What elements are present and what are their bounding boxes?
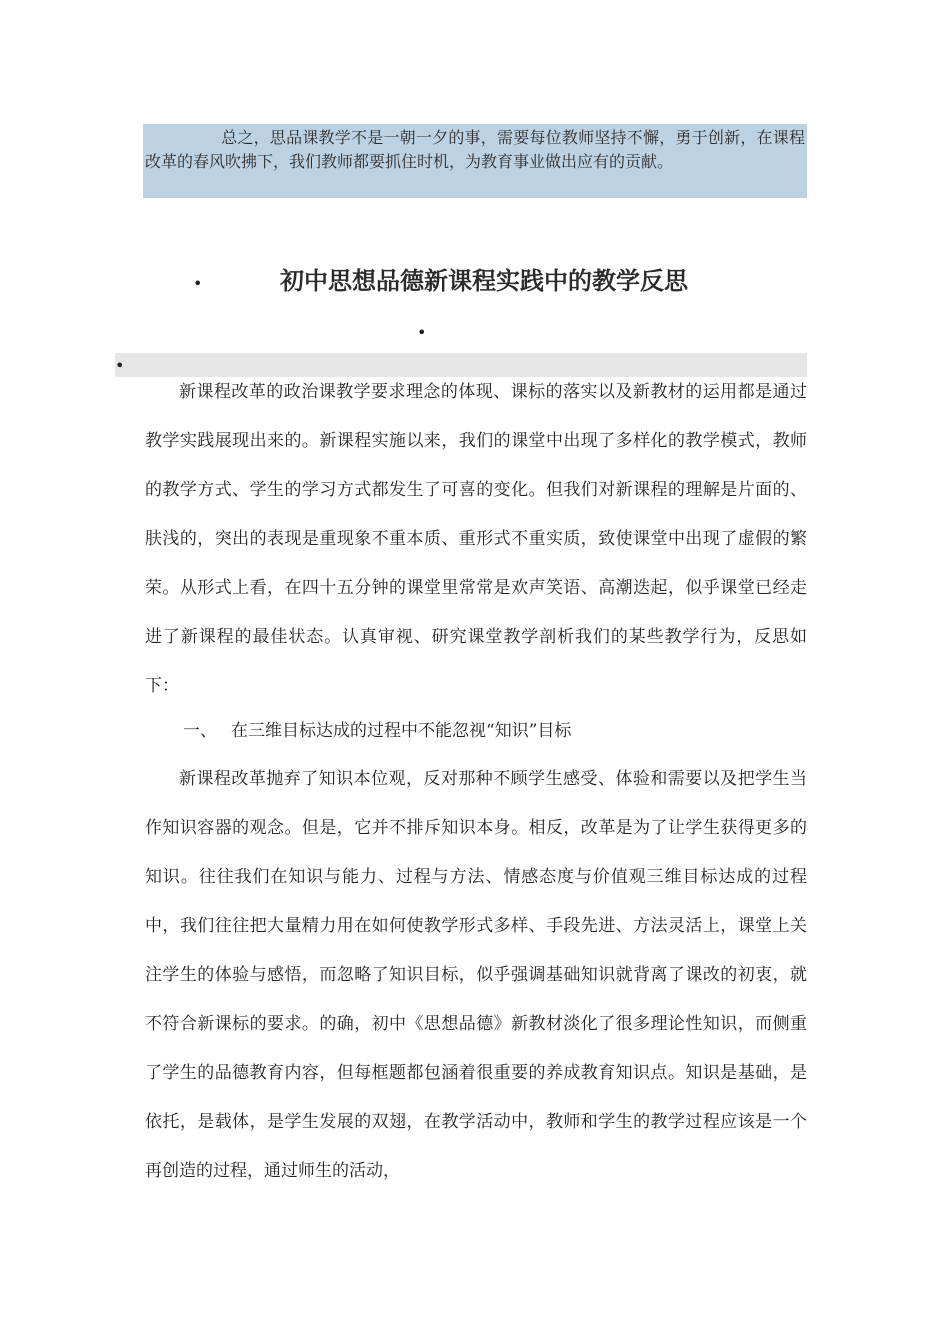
title-bullet: • bbox=[193, 274, 203, 293]
section-heading-text: 在三维目标达成的过程中不能忽视“知识”目标 bbox=[231, 721, 572, 741]
gray-bar-bullet: • bbox=[115, 356, 125, 375]
empty-list-bullet: • bbox=[417, 323, 427, 342]
section-heading-1 bbox=[183, 718, 571, 744]
paragraph-1-text: 新课程改革的政治课教学要求理念的体现、课标的落实以及新教材的运用都是通过教学实践展现出来的。新课程实施以来，我们的课堂中出现了多样化的教学模式，教师的教学方式、学生的学习方式都发生了可喜的变化。但我们对新课程的理解是片面的、肤浅的，突出的表现是重现象不重本质、重形式不重实质，致使课堂中出现了虚假的繁荣。从形式上看，在四十五分钟的课堂里常常是欢声笑语、高潮迭起，似乎课堂已经走进了新课程的最佳状态。认真审视、研究课堂教学剖析我们的某些教学行为，反思如下： bbox=[145, 382, 807, 696]
summary-paragraph-text: 总之，思品课教学不是一朝一夕的事，需要每位教师坚持不懈，勇于创新，在课程改革的春风吹拂下，我们教师都要抓住时机，为教育事业做出应有的贡献。 bbox=[145, 128, 805, 171]
summary-paragraph-highlight bbox=[143, 124, 807, 198]
section-number: 一、 bbox=[183, 721, 217, 741]
body-paragraph-1 bbox=[145, 368, 807, 711]
body-paragraph-2 bbox=[145, 755, 807, 1196]
page-title: 初中思想品德新课程实践中的教学反思 bbox=[280, 266, 688, 295]
paragraph-2-text: 新课程改革抛弃了知识本位观，反对那种不顾学生感受、体验和需要以及把学生当作知识容器的观念。但是，它并不排斥知识本身。相反，改革是为了让学生获得更多的知识。往往我们在知识与能力、过程与方法、情感态度与价值观三维目标达成的过程中，我们往往把大量精力用在如何使教学形式多样、手段先进、方法灵活上，课堂上关注学生的体验与感悟，而忽略了知识目标，似乎强调基础知识就背离了课改的初衷，就不符合新课标的要求。的确，初中《思想品德》新教材淡化了很多理论性知识，而侧重了学生的品德教育内容，但每框题都包涵着很重要的养成教育知识点。知识是基础，是依托，是载体，是学生发展的双翅，在教学活动中，教师和学生的教学过程应该是一个再创造的过程，通过师生的活动， bbox=[145, 769, 807, 1181]
